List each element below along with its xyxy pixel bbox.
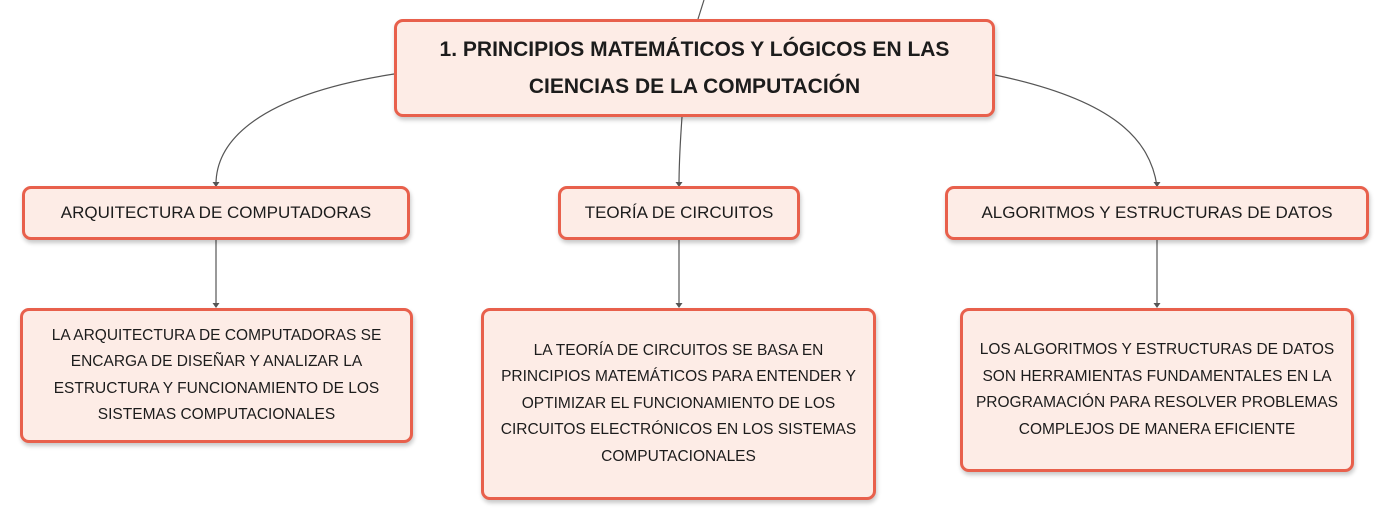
branch-arquitectura[interactable] <box>22 186 410 240</box>
detail-teoria-text: LA TEORÍA DE CIRCUITOS SE BASA EN PRINCIPIOS MATEMÁTICOS PARA ENTENDER Y OPTIMIZAR EL FUNCIONAMIENTO DE LOS CIRCUITOS ELECTRÓNICOS EN LOS SISTEMAS COMPUTACIONALES <box>500 341 857 465</box>
connector-root-to-algoritmos <box>995 75 1157 186</box>
branch-teoria[interactable] <box>558 186 800 240</box>
detail-teoria[interactable] <box>481 308 876 500</box>
detail-arquitectura[interactable] <box>20 308 413 443</box>
detail-algoritmos[interactable] <box>960 308 1354 472</box>
connector-root-to-arquitectura <box>216 74 394 186</box>
connector-parent-to-root <box>698 0 704 19</box>
branch-algoritmos[interactable] <box>945 186 1369 240</box>
detail-algoritmos-text: LOS ALGORITMOS Y ESTRUCTURAS DE DATOS SON HERRAMIENTAS FUNDAMENTALES EN LA PROGRAMACIÓN PARA RESOLVER PROBLEMAS COMPLEJOS DE MANERA EFICIENTE <box>975 341 1339 438</box>
connector-root-to-teoria <box>679 117 682 186</box>
branch-arquitectura-label: ARQUITECTURA DE COMPUTADORAS <box>60 203 372 222</box>
root-topic-title: 1. PRINCIPIOS MATEMÁTICOS Y LÓGICOS EN LAS CIENCIAS DE LA COMPUTACIÓN <box>439 38 950 98</box>
branch-algoritmos-label: ALGORITMOS Y ESTRUCTURAS DE DATOS <box>981 203 1333 222</box>
branch-teoria-label: TEORÍA DE CIRCUITOS <box>584 203 774 222</box>
detail-arquitectura-text: LA ARQUITECTURA DE COMPUTADORAS SE ENCARGA DE DISEÑAR Y ANALIZAR LA ESTRUCTURA Y FUNCIONAMIENTO DE LOS SISTEMAS COMPUTACIONALES <box>51 326 382 423</box>
root-topic[interactable] <box>394 19 995 117</box>
